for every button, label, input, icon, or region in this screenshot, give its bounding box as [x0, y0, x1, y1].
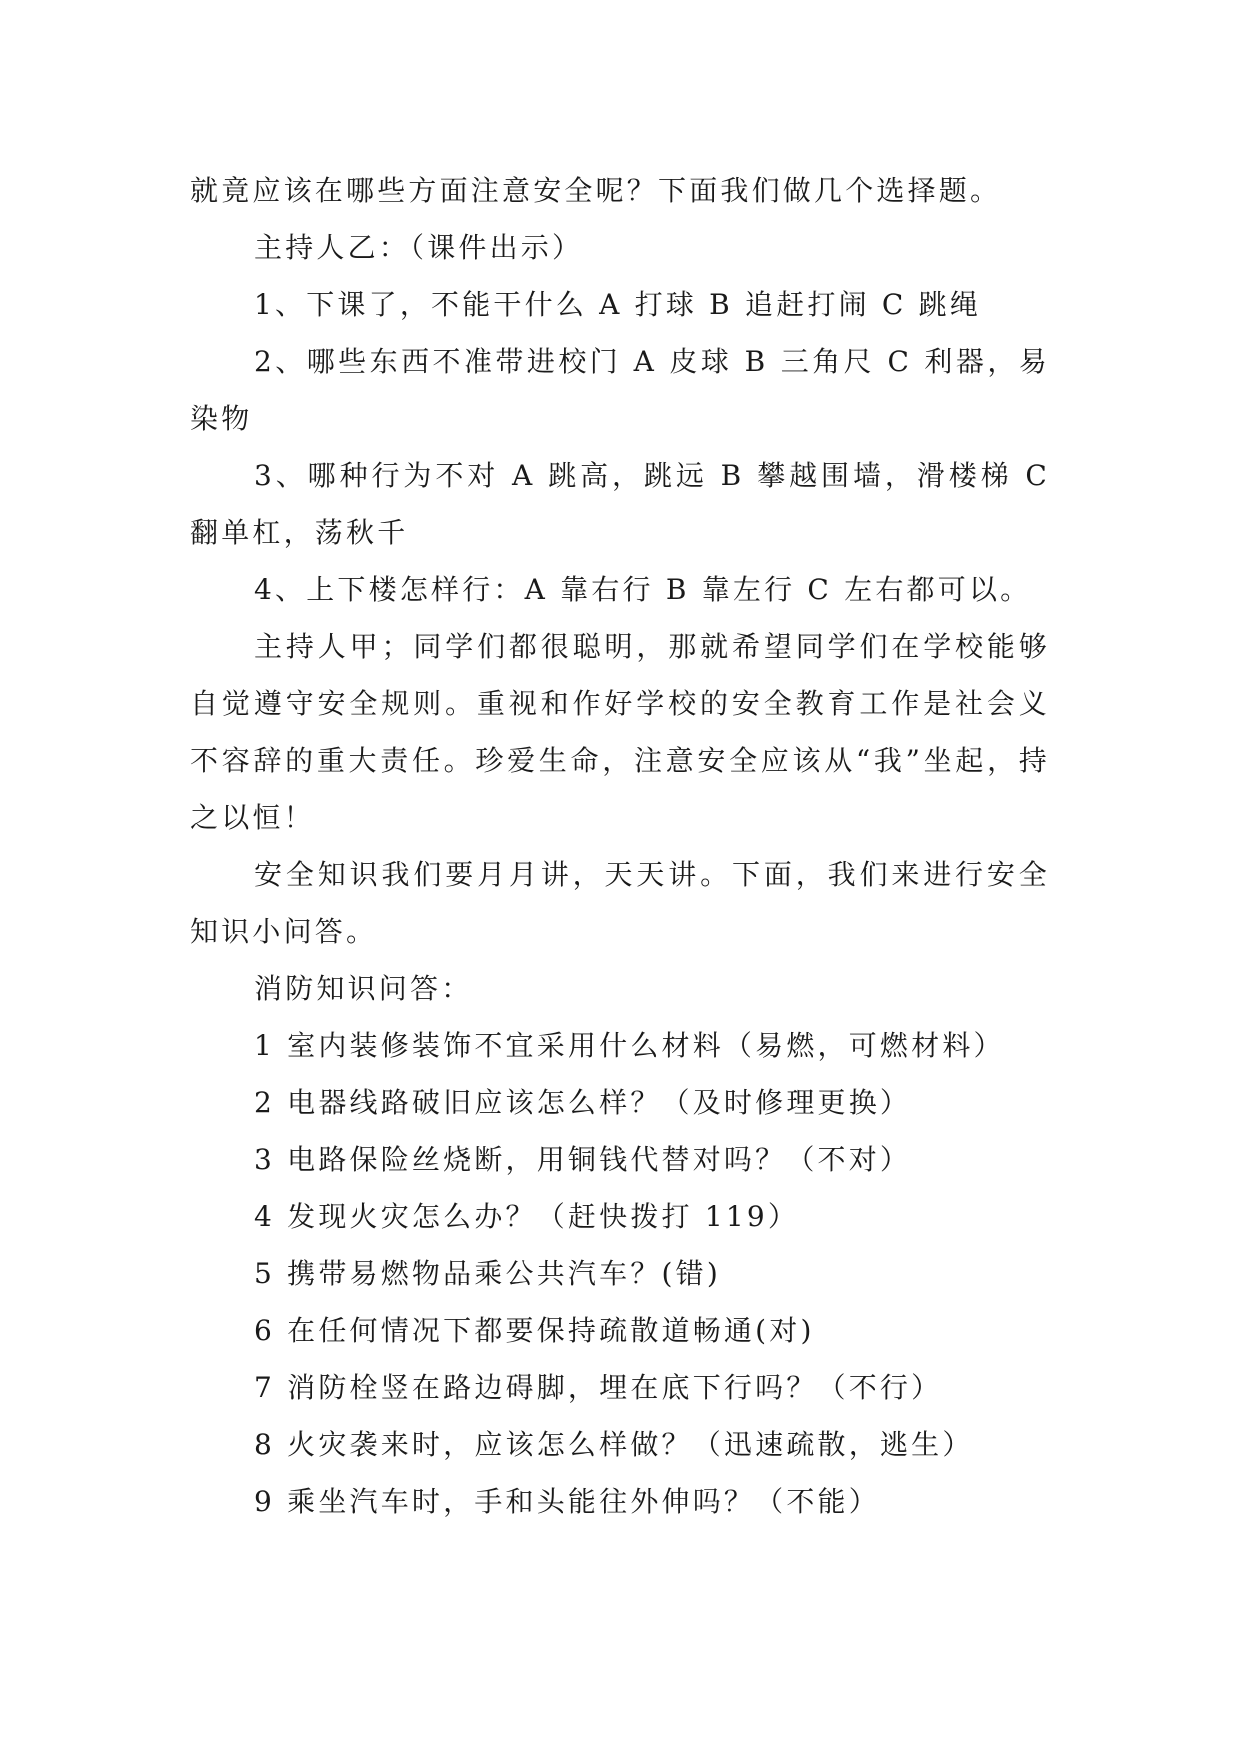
paragraph: 4、上下楼怎样行：A 靠右行 B 靠左行 C 左右都可以。 — [254, 573, 1032, 606]
paragraph: 9 乘坐汽车时，手和头能往外伸吗？（不能） — [254, 1485, 880, 1518]
paragraph: 就竟应该在哪些方面注意安全呢？下面我们做几个选择题。 — [190, 174, 1002, 207]
paragraph: 3、哪种行为不对 A 跳高，跳远 B 攀越围墙，滑楼梯 C 翻单杠，荡秋千 — [190, 459, 1050, 549]
paragraph: 5 携带易燃物品乘公共汽车？(错) — [254, 1257, 721, 1290]
paragraph: 2、哪些东西不准带进校门 A 皮球 B 三角尺 C 利器，易染物 — [190, 345, 1050, 435]
paragraph: 2 电器线路破旧应该怎么样？（及时修理更换） — [254, 1086, 912, 1119]
paragraph: 6 在任何情况下都要保持疏散道畅通(对) — [254, 1314, 815, 1347]
paragraph: 主持人乙：（课件出示） — [254, 231, 584, 264]
paragraph: 7 消防栓竖在路边碍脚，埋在底下行吗？（不行） — [254, 1371, 943, 1404]
paragraph: 1 室内装修装饰不宜采用什么材料（易燃，可燃材料） — [254, 1029, 1005, 1062]
paragraph: 主持人甲；同学们都很聪明，那就希望同学们在学校能够自觉遵守安全规则。重视和作好学校的安全教育工作是社会义不容辞的重大责任。珍爱生命，注意安全应该从“我”坐起，持之以恒！ — [190, 630, 1050, 834]
paragraph: 4 发现火灾怎么办？（赶快拨打 119） — [254, 1200, 800, 1233]
paragraph: 8 火灾袭来时，应该怎么样做？（迅速疏散，逃生） — [254, 1428, 974, 1461]
paragraph: 1、下课了，不能干什么 A 打球 B 追赶打闹 C 跳绳 — [254, 288, 982, 321]
paragraph: 消防知识问答： — [254, 972, 473, 1005]
paragraph: 安全知识我们要月月讲，天天讲。下面，我们来进行安全知识小问答。 — [190, 858, 1050, 948]
paragraph: 3 电路保险丝烧断，用铜钱代替对吗？（不对） — [254, 1143, 912, 1176]
document-body — [190, 162, 1050, 1530]
